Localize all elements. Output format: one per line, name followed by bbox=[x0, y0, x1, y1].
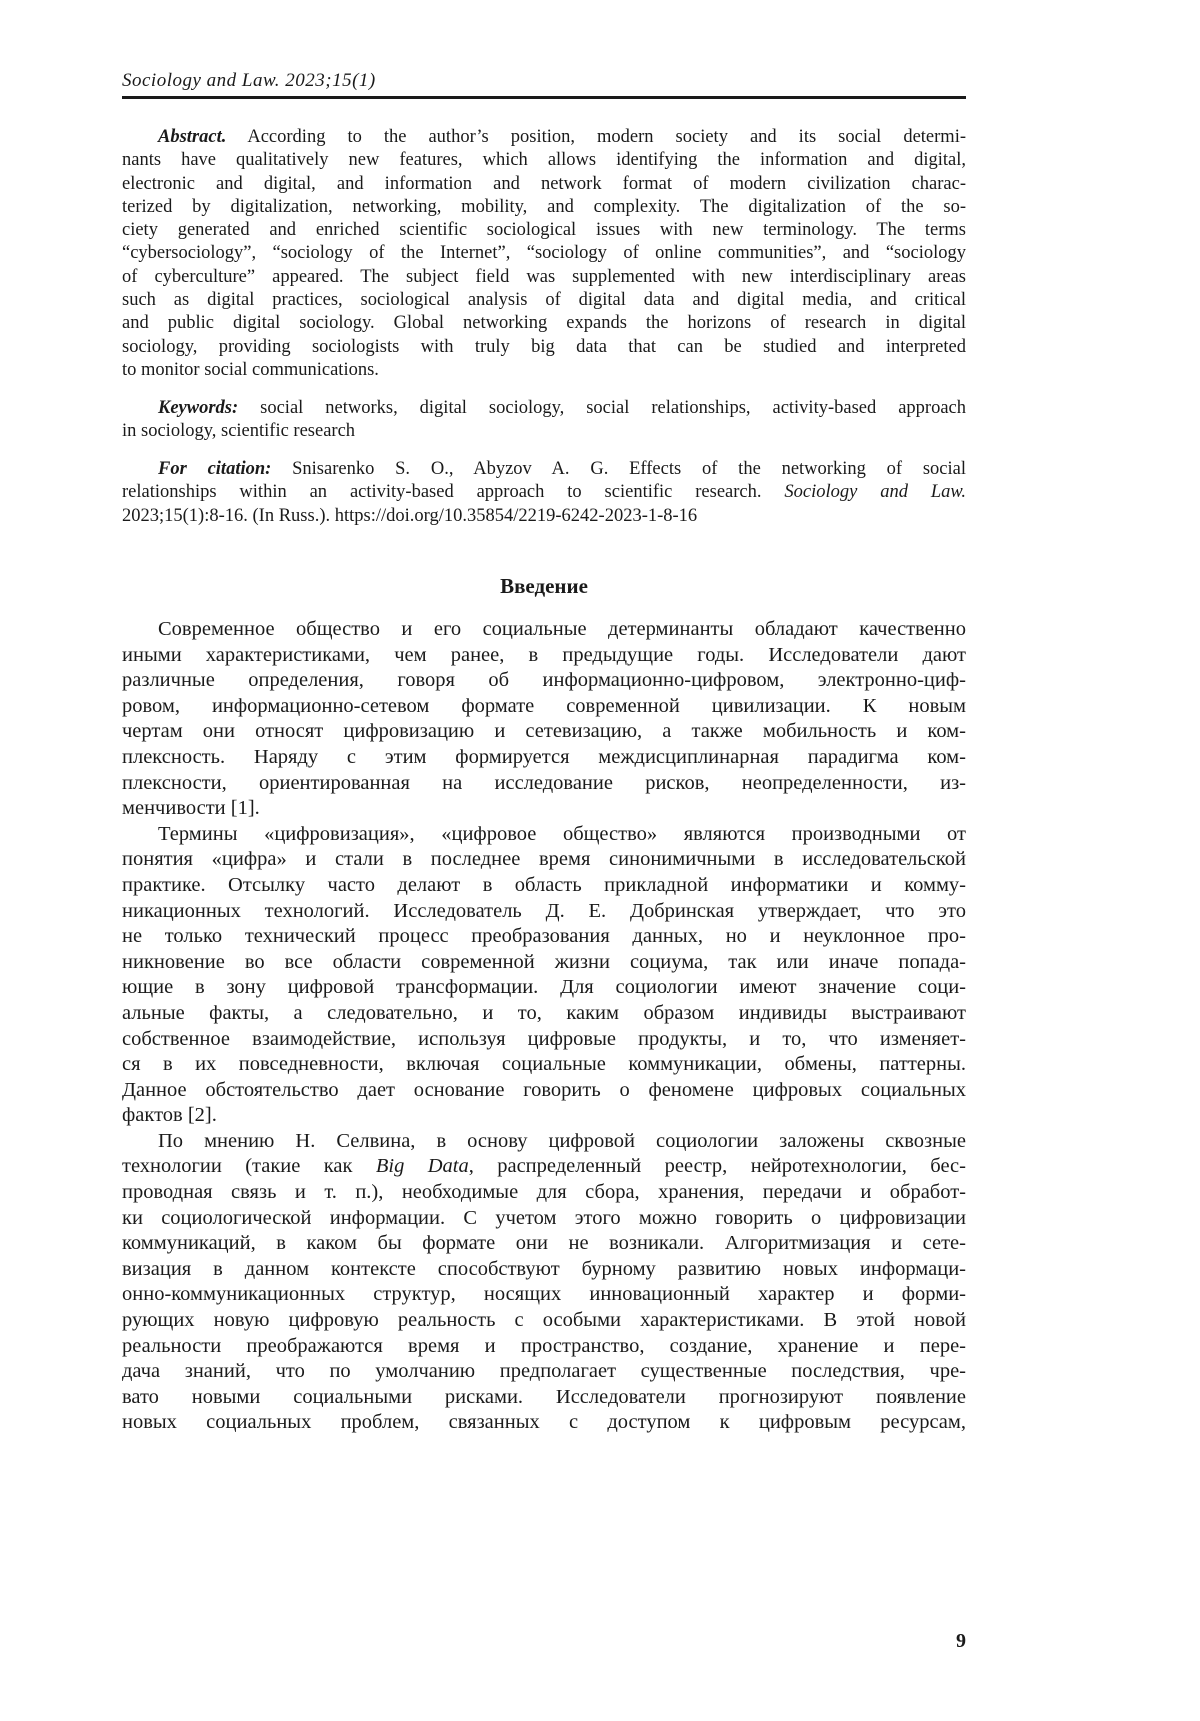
paragraph-line: практике. Отсылку часто делают в область прикладной информатики и комму- bbox=[122, 873, 966, 899]
citation-text: Snisarenko S. O., Abyzov A. G. Effects of the networking of social bbox=[292, 459, 966, 479]
abstract-line: to monitor social communications. bbox=[122, 359, 966, 382]
paragraph bbox=[122, 1129, 966, 1436]
header-rule bbox=[122, 96, 966, 99]
citation-doi[interactable]: 2023;15(1):8-16. (In Russ.). https://doi.org/10.35854/2219-6242-2023-1-8-16 bbox=[122, 505, 966, 528]
paragraph bbox=[122, 617, 966, 822]
paragraph-line: плексность. Наряду с этим формируется междисциплинарная парадигма ком- bbox=[122, 745, 966, 771]
abstract-text: According to the author’s position, modern society and its social determi- bbox=[247, 127, 966, 147]
paragraph-line: Современное общество и его социальные детерминанты обладают качественно bbox=[122, 617, 966, 643]
line-segment: , распределенный реестр, нейротехнологии, бес- bbox=[469, 1155, 966, 1177]
citation-label: For citation: bbox=[158, 459, 271, 479]
paragraph-line: новых социальных проблем, связанных с доступом к цифровым ресурсам, bbox=[122, 1410, 966, 1436]
body-text bbox=[122, 617, 966, 1436]
paragraph-line: Данное обстоятельство дает основание говорить о феномене цифровых социальных bbox=[122, 1078, 966, 1104]
keywords-label: Keywords: bbox=[158, 398, 238, 418]
abstract-line: such as digital practices, sociological analysis of digital data and digital media, and critical bbox=[122, 289, 966, 312]
paragraph-line: ки социологической информации. С учетом этого можно говорить о цифровизации bbox=[122, 1206, 966, 1232]
paragraph-line: По мнению Н. Селвина, в основу цифровой социологии заложены сквозные bbox=[122, 1129, 966, 1155]
paragraph-line bbox=[122, 1154, 966, 1180]
section-heading: Введение bbox=[122, 574, 966, 599]
abstract-line: sociology, providing sociologists with truly big data that can be studied and interpreted bbox=[122, 336, 966, 359]
italic-term: Big Data bbox=[376, 1155, 469, 1177]
paragraph-line: ющие в зону цифровой трансформации. Для социологии имеют значение соци- bbox=[122, 975, 966, 1001]
paragraph-line: не только технический процесс преобразования данных, но и неуклонное про- bbox=[122, 924, 966, 950]
keywords bbox=[122, 397, 966, 444]
citation-line bbox=[122, 458, 966, 481]
keywords-line: in sociology, scientific research bbox=[122, 420, 966, 443]
abstract-line: of cyberculture” appeared. The subject field was supplemented with new interdisciplinary areas bbox=[122, 266, 966, 289]
line-segment: технологии (такие как bbox=[122, 1155, 376, 1177]
paragraph-line: фактов [2]. bbox=[122, 1103, 966, 1129]
paragraph-line: визация в данном контексте способствуют бурному развитию новых информаци- bbox=[122, 1257, 966, 1283]
paragraph-line: плексности, ориентированная на исследование рисков, неопределенности, из- bbox=[122, 771, 966, 797]
paragraph-line: реальности преображаются время и пространство, создание, хранение и пере- bbox=[122, 1334, 966, 1360]
paragraph-line: онно-коммуникационных структур, носящих инновационный характер и форми- bbox=[122, 1282, 966, 1308]
paragraph-line: различные определения, говоря об информационно-цифровом, электронно-циф- bbox=[122, 668, 966, 694]
paragraph-line: менчивости [1]. bbox=[122, 796, 966, 822]
citation-journal: Sociology and Law. bbox=[784, 482, 966, 502]
paragraph-line: чертам они относят цифровизацию и сетевизацию, а также мобильность и ком- bbox=[122, 719, 966, 745]
abstract-label: Abstract. bbox=[158, 127, 226, 147]
paragraph-line: иными характеристиками, чем ранее, в предыдущие годы. Исследователи дают bbox=[122, 643, 966, 669]
abstract-line: electronic and digital, and information and network format of modern civilization charac- bbox=[122, 173, 966, 196]
paragraph-line: никационных технологий. Исследователь Д. Е. Добринская утверждает, что это bbox=[122, 899, 966, 925]
paragraph-line: никновение во все области современной жизни социума, так или иначе попада- bbox=[122, 950, 966, 976]
citation-text: relationships within an activity-based approach to scientific research. bbox=[122, 482, 762, 502]
paragraph-line: ся в их повседневности, включая социальные коммуникации, обмены, паттерны. bbox=[122, 1052, 966, 1078]
keywords-text: social networks, digital sociology, social relationships, activity-based approach bbox=[260, 398, 966, 418]
abstract-line: nants have qualitatively new features, which allows identifying the information and digital, bbox=[122, 149, 966, 172]
abstract-line: and public digital sociology. Global networking expands the horizons of research in digital bbox=[122, 312, 966, 335]
paragraph-line: вато новыми социальными рисками. Исследователи прогнозируют появление bbox=[122, 1385, 966, 1411]
paragraph-line: дача знаний, что по умолчанию предполагает существенные последствия, чре- bbox=[122, 1359, 966, 1385]
paragraph-line: Термины «цифровизация», «цифровое общество» являются производными от bbox=[122, 822, 966, 848]
paragraph bbox=[122, 822, 966, 1129]
running-header bbox=[122, 70, 966, 92]
paragraph-line: рующих новую цифровую реальность с особыми характеристиками. В этой новой bbox=[122, 1308, 966, 1334]
paragraph-line: проводная связь и т. п.), необходимые для сбора, хранения, передачи и обработ- bbox=[122, 1180, 966, 1206]
abstract bbox=[122, 126, 966, 382]
paragraph-line: коммуникаций, в каком бы формате они не возникали. Алгоритмизация и сете- bbox=[122, 1231, 966, 1257]
paragraph-line: ровом, информационно-сетевом формате современной цивилизации. К новым bbox=[122, 694, 966, 720]
paragraph-line: собственное взаимодействие, используя цифровые продукты, и то, что изменяет- bbox=[122, 1027, 966, 1053]
keywords-line bbox=[122, 397, 966, 420]
page-number: 9 bbox=[900, 1630, 966, 1653]
abstract-line: ciety generated and enriched scientific sociological issues with new terminology. The terms bbox=[122, 219, 966, 242]
abstract-line bbox=[122, 126, 966, 149]
abstract-line: terized by digitalization, networking, mobility, and complexity. The digitalization of the so- bbox=[122, 196, 966, 219]
citation-line bbox=[122, 481, 966, 504]
citation bbox=[122, 458, 966, 528]
abstract-line: “cybersociology”, “sociology of the Internet”, “sociology of online communities”, and “sociology bbox=[122, 242, 966, 265]
journal-title: Sociology and Law. 2023;15(1) bbox=[122, 70, 376, 91]
paragraph-line: альные факты, а следовательно, и то, каким образом индивиды выстраивают bbox=[122, 1001, 966, 1027]
paragraph-line: понятия «цифра» и стали в последнее время синонимичными в исследовательской bbox=[122, 847, 966, 873]
